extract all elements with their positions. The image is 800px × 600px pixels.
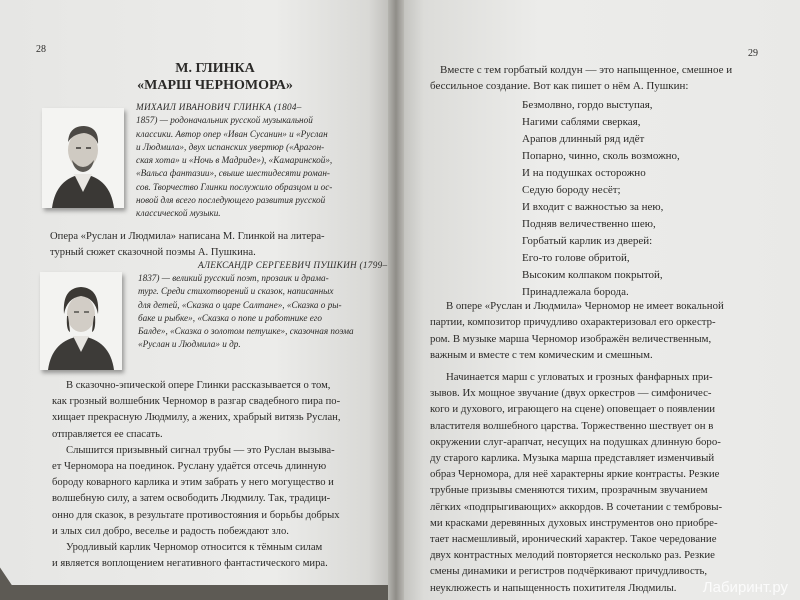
glinka-bio-line: МИХАИЛ ИВАНОВИЧ ГЛИНКА (1804–: [136, 102, 302, 112]
pushkin-portrait: [40, 272, 122, 370]
pushkin-bio-line: баке и рыбке», «Сказка о попе и работнике его: [138, 312, 322, 323]
para1-line: В опере «Руслан и Людмила» Черномор не имеет вокальной: [446, 300, 724, 312]
para2-line: трубные призывы сменяются тихим, прозрачным звучанием: [430, 484, 708, 497]
body-line: ет Черномора на поединок. Руслану удаётся отсечь длинную: [52, 461, 327, 473]
body-line: В сказочно-эпической опере Глинки рассказывается о том,: [66, 380, 331, 391]
para2-line: ми красками деревянных духовых инструментов оно приобре-: [430, 516, 718, 529]
pushkin-bio-body: [138, 272, 354, 352]
para1-line: ром. В музыке марша Черномор изображён величественным,: [430, 332, 712, 345]
body-line: бороду коварного карлика и этим забрать у него могущество и: [52, 477, 334, 489]
page-number-left: 28: [36, 44, 46, 55]
verse-line: Попарно, чинно, сколь возможно,: [522, 150, 680, 162]
opera-note-line: турный сюжет сказочной поэмы А. Пушкина.: [50, 247, 256, 259]
right-paragraph-1: [430, 298, 724, 363]
right-intro: [430, 62, 732, 95]
glinka-bio-line: 1857) — родоначальник русской музыкальной: [136, 115, 313, 126]
para2-line: неуклюжесть и напыщенность похитителя Людмилы.: [430, 581, 677, 594]
opera-note-line: Опера «Руслан и Людмила» написана М. Глинкой на литера-: [50, 231, 325, 242]
glinka-bio: [136, 101, 332, 221]
pushkin-bio-line: АЛЕКСАНДР СЕРГЕЕВИЧ ПУШКИН (1799–: [198, 260, 388, 270]
verse-line: Нагими саблями сверкая,: [522, 116, 641, 128]
glinka-portrait: [42, 108, 124, 208]
opera-note: [50, 229, 325, 262]
body-line: и является воплощением негативного фантастического мира.: [52, 558, 328, 570]
para2-line: зывов. Их мощное звучание (двух оркестров — симфоничес-: [430, 387, 712, 400]
verse-line: Седую бороду несёт;: [522, 184, 621, 196]
pushkin-bio-line: для детей, «Сказка о царе Салтане», «Сказка о ры-: [138, 299, 342, 310]
page-number-right: 29: [748, 48, 758, 59]
body-line: Слышится призывный сигнал трубы — это Руслан вызыва-: [66, 444, 335, 456]
verse-line: Арапов длинный ряд идёт: [522, 133, 645, 145]
right-paragraph-2: [430, 369, 722, 596]
para2-line: ду старого карлика. Музыка марша представляет изменчивый: [430, 452, 715, 465]
glinka-portrait-icon: [42, 108, 124, 208]
verse-line: Подняв величественно шею,: [522, 218, 656, 230]
verse-line: И входит с важностью за нею,: [522, 201, 664, 213]
verse-line: И на подушках осторожно: [522, 167, 646, 179]
para2-line: кого и духового, играющего на сцене) оповещает о появлении: [430, 403, 716, 416]
para2-line: окружении слуг-арапчат, несущих на подушках длинную боро-: [430, 435, 721, 448]
para1-line: партии, композитор причудливо охарактеризовал его оркестр-: [430, 316, 716, 329]
page-title: [120, 60, 310, 94]
para2-line: образ Черномора, для неё характерны яркие контрасты. Резкие: [430, 468, 720, 481]
book-gutter: [388, 0, 404, 600]
pushkin-bio: [198, 259, 387, 272]
glinka-bio-line: и Людмила», двух испанских увертюр («Арагон-: [136, 141, 325, 152]
verse-line: Принадлежала борода.: [522, 286, 629, 298]
verse-line: Горбатый карлик из дверей:: [522, 235, 653, 247]
body-line: отправляется ее спасать.: [52, 428, 163, 440]
verse-line: Его-то голове обритой,: [522, 252, 630, 264]
body-line: онно для сказок, в результате противостояния и борьбы добрых: [52, 509, 340, 521]
verse-line: Высоким колпаком покрытой,: [522, 269, 663, 281]
pushkin-bio-line: Балде», «Сказка о золотом петушке», сказочная поэма: [138, 326, 354, 337]
glinka-bio-line: новой для всего последующего развития русской: [136, 195, 326, 206]
para1-line: важным и вместе с тем комическим и смешным.: [430, 348, 653, 361]
verse-line: Безмолвно, гордо выступая,: [522, 99, 653, 111]
pushkin-bio-line: тург. Среди стихотворений и сказок, написанных: [138, 286, 334, 297]
glinka-bio-line: классической музыки.: [136, 208, 221, 219]
body-line: волшебную силу, а затем освободить Людмилу. Так, традици-: [52, 493, 331, 505]
pushkin-bio-line: «Руслан и Людмила» и др.: [138, 339, 241, 350]
intro-line: Вместе с тем горбатый колдун — это напыщенное, смешное и: [440, 64, 733, 76]
title-line-1: М. ГЛИНКА: [175, 61, 255, 76]
para2-line: лёгких «подпрыгивающих» аккордов. В сочетании с тембровы-: [430, 500, 723, 513]
title-line-2: «МАРШ ЧЕРНОМОРА»: [137, 78, 293, 93]
watermark-logo: Лабиринт.ру: [702, 579, 788, 596]
body-line: как грозный волшебник Черномор в разгар свадебного пира по-: [52, 396, 341, 408]
glinka-bio-line: сов. Творчество Глинки послужило образцом и ос-: [136, 181, 333, 192]
para2-line: двух контрастных мелодий повторяется несколько раз. Резкие: [430, 549, 715, 562]
glinka-bio-line: ская хота» и «Ночь в Мадриде»), «Камаринской»,: [136, 155, 333, 166]
glinka-bio-line: «Вальса фантазии», свыше шестидесяти роман-: [136, 168, 330, 179]
left-body-text: [52, 378, 340, 572]
body-line: и злых сил добро, веселье и радость побеждают зло.: [52, 525, 289, 537]
para2-line: Начинается марш с угловатых и грозных фанфарных при-: [446, 371, 713, 383]
pushkin-portrait-icon: [40, 272, 122, 370]
glinka-bio-line: классики. Автор опер «Иван Сусанин» и «Руслан: [136, 128, 328, 139]
body-line: хищает прекрасную Людмилу, а жених, храбрый витязь Руслан,: [52, 412, 341, 424]
body-line: Уродливый карлик Черномор относится к тёмным силам: [66, 542, 323, 554]
para2-line: тает насмешливый, иронический характер. Такое чередование: [430, 533, 717, 546]
para2-line: властителя волшебного царства. Торжественно шествует он в: [430, 419, 714, 432]
para2-line: смены динамики и регистров подчёркивают причудливость,: [430, 565, 708, 578]
intro-line: бессильное создание. Вот как пишет о нём А. Пушкин:: [430, 80, 689, 93]
pushkin-verse: [522, 97, 680, 301]
pushkin-bio-line: 1837) — великий русский поэт, прозаик и драма-: [138, 273, 329, 283]
